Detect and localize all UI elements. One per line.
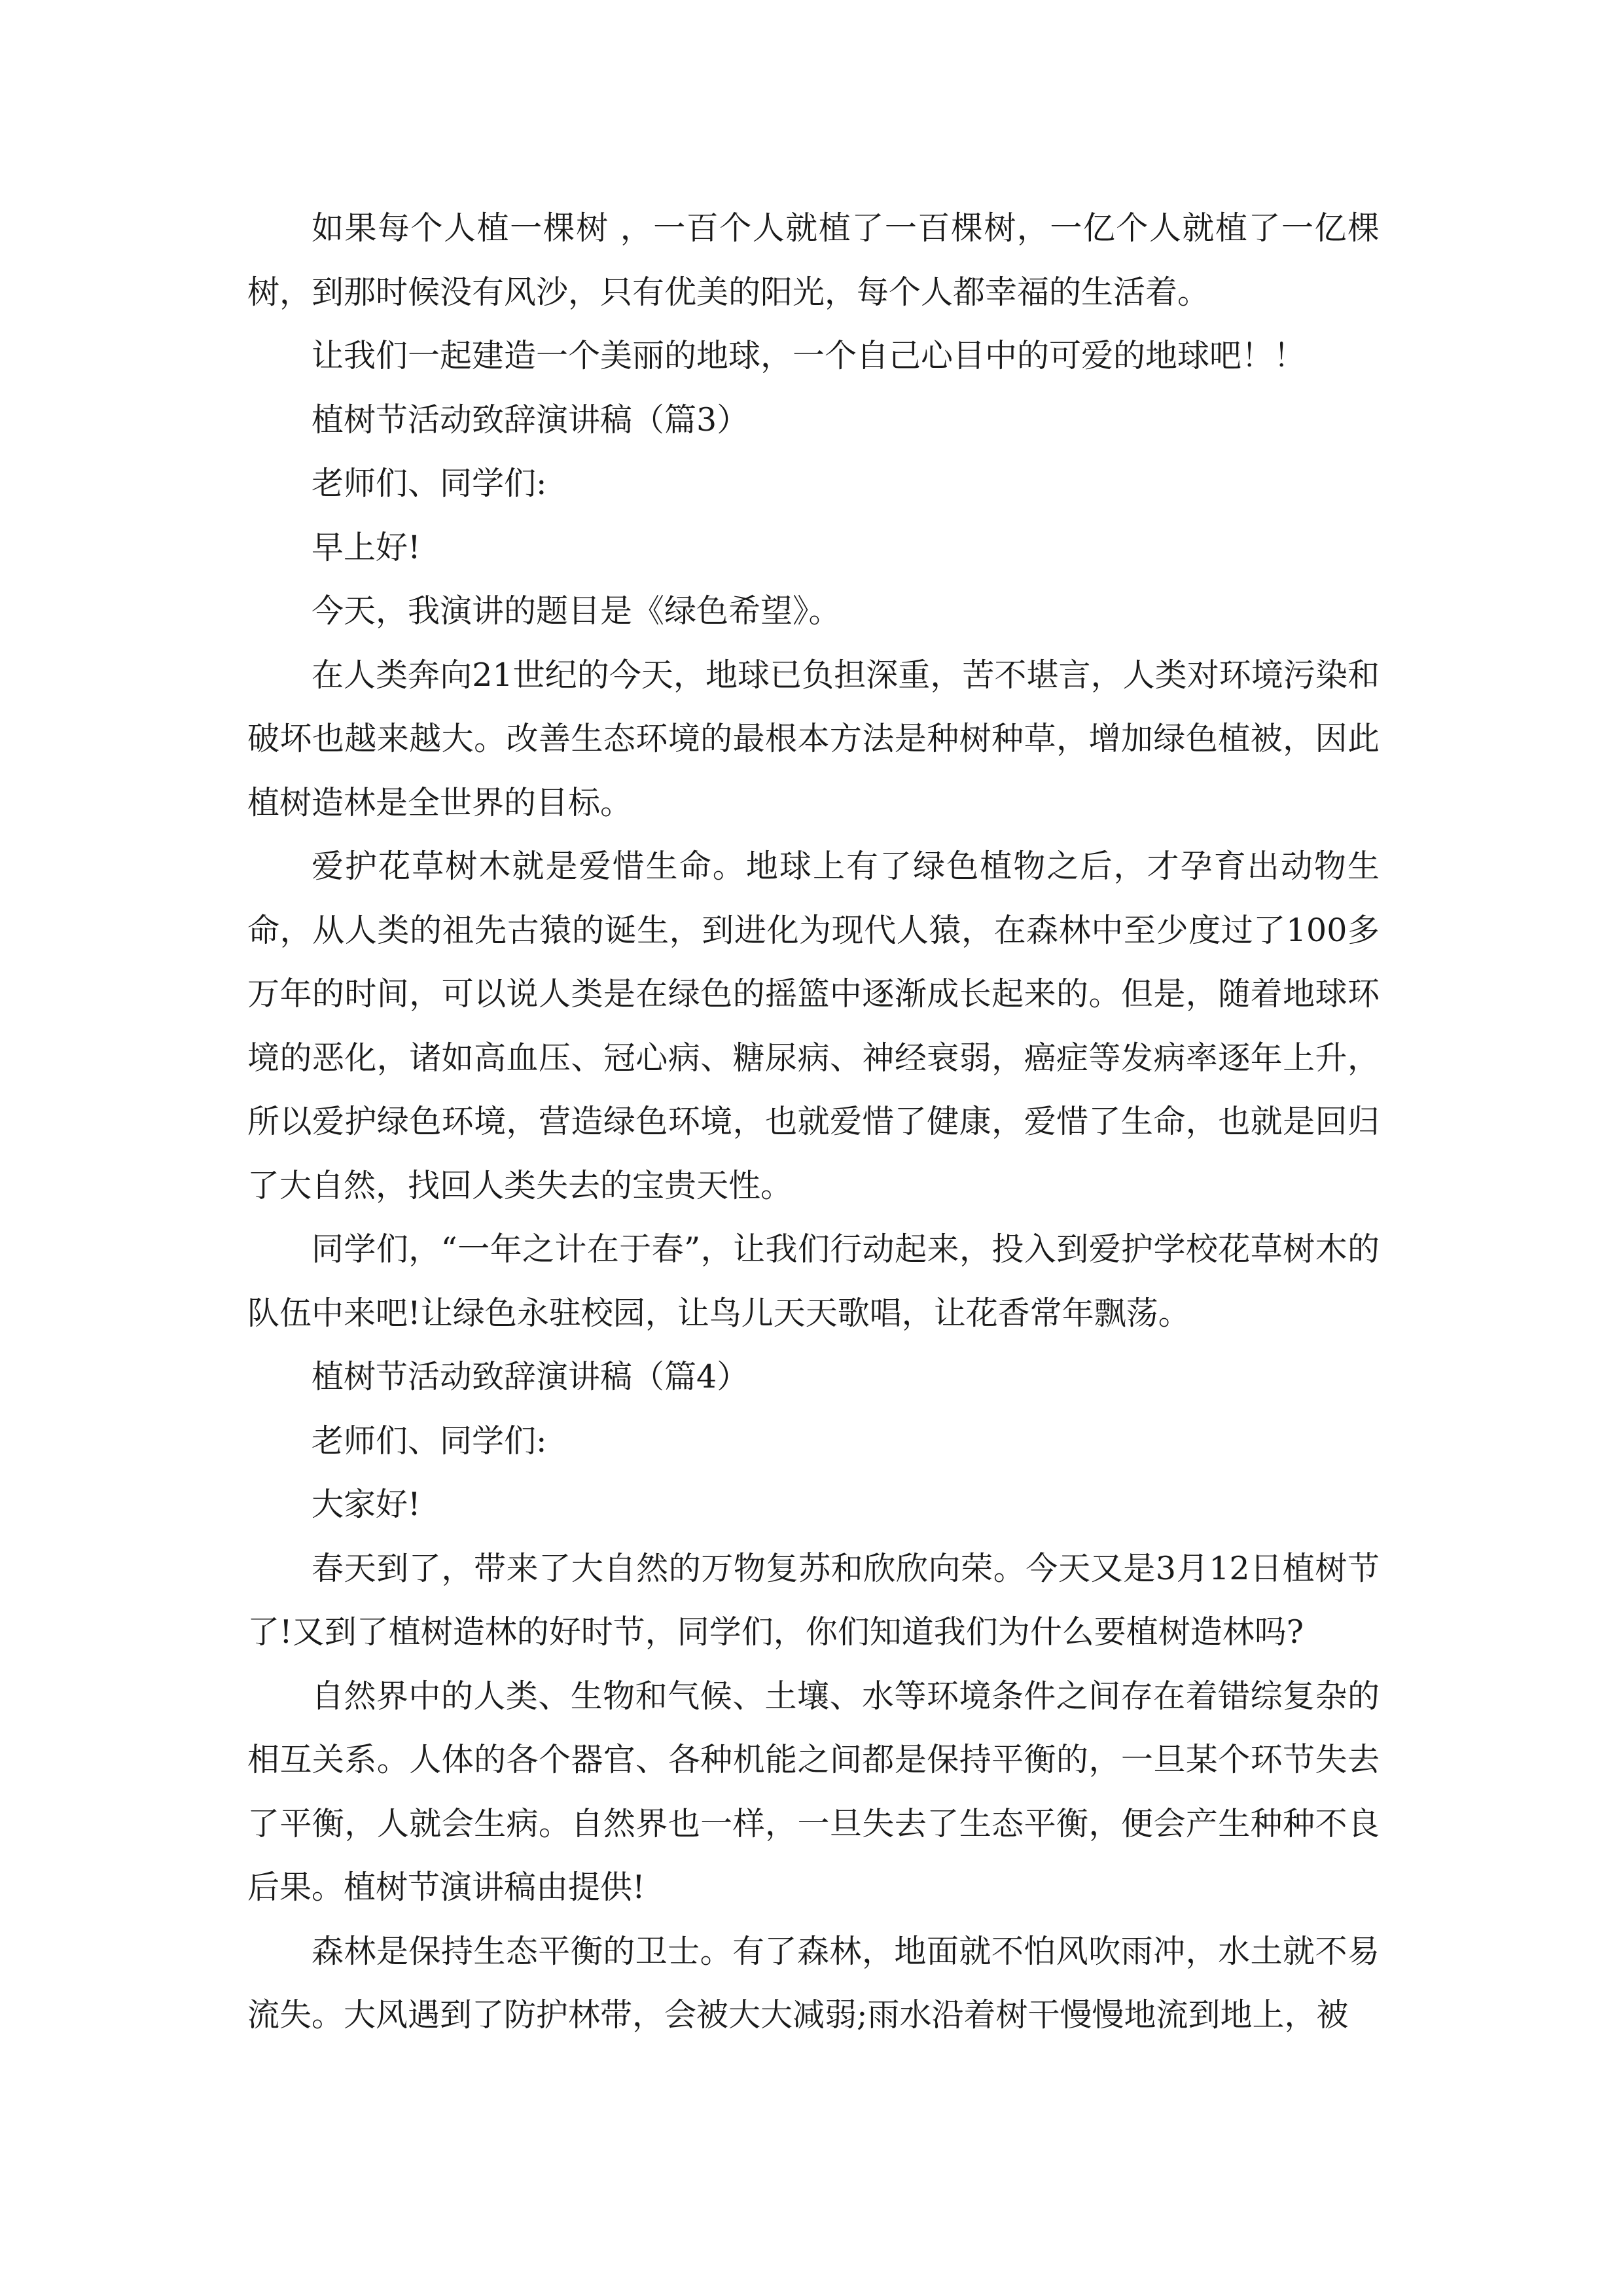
section-heading-4: 植树节活动致辞演讲稿（篇4） (312, 1358, 749, 1395)
section-heading-3: 植树节活动致辞演讲稿（篇3） (312, 401, 749, 439)
greeting: 早上好! (312, 528, 421, 566)
paragraph-15: 森林是保持生态平衡的卫士。有了森林，地面就不怕风吹雨冲，水土就不易流失。大风遇到了防护林带，会被大大减弱;雨水沿着树干慢慢地流到地上，被 (247, 1932, 1380, 2034)
paragraph-14: 自然界中的人类、生物和气候、土壤、水等环境条件之间存在着错综复杂的相互关系。人体的各个器官、各种机能之间都是保持平衡的，一旦某个环节失去了平衡，人就会生病。自然界也一样，一旦失去了生态平衡，便会产生种种不良后果。植树节演讲稿由提供! (247, 1677, 1380, 1906)
salutation: 老师们、同学们: (312, 1422, 547, 1460)
salutation: 老师们、同学们: (312, 465, 547, 502)
paragraph-2: 让我们一起建造一个美丽的地球，一个自己心目中的可爱的地球吧！！ (312, 337, 1306, 374)
paragraph-13: 春天到了，带来了大自然的万物复苏和欣欣向荣。今天又是3月12日植树节了!又到了植树造林的好时节，同学们，你们知道我们为什么要植树造林吗? (247, 1549, 1380, 1651)
paragraph-8: 爱护花草树木就是爱惜生命。地球上有了绿色植物之后，才孕育出动物生命，从人类的祖先古猿的诞生，到进化为现代人猿，在森林中至少度过了100多万年的时间，可以说人类是在绿色的摇篮中逐渐成长起来的。但是，随着地球环境的恶化，诸如高血压、冠心病、糖尿病、神经衰弱，癌症等发病率逐年上升，所以爱护绿色环境，营造绿色环境，也就爱惜了健康，爱惜了生命，也就是回归了大自然，找回人类失去的宝贵天性。 (247, 848, 1380, 1204)
paragraph-1: 如果每个人植一棵树 ，一百个人就植了一百棵树，一亿个人就植了一亿棵树，到那时候没有风沙，只有优美的阳光，每个人都幸福的生活着。 (247, 209, 1380, 311)
paragraph-7: 在人类奔向21世纪的今天，地球已负担深重，苦不堪言，人类对环境污染和破坏也越来越大。改善生态环境的最根本方法是种树种草，增加绿色植被，因此植树造林是全世界的目标。 (247, 656, 1380, 821)
document-page (247, 196, 1380, 2047)
greeting: 大家好! (312, 1486, 421, 1523)
paragraph-6: 今天，我演讲的题目是《绿色希望》。 (312, 592, 841, 630)
paragraph-9: 同学们，“一年之计在于春”，让我们行动起来，投入到爱护学校花草树木的队伍中来吧!让绿色永驻校园，让鸟儿天天歌唱，让花香常年飘荡。 (247, 1230, 1380, 1332)
